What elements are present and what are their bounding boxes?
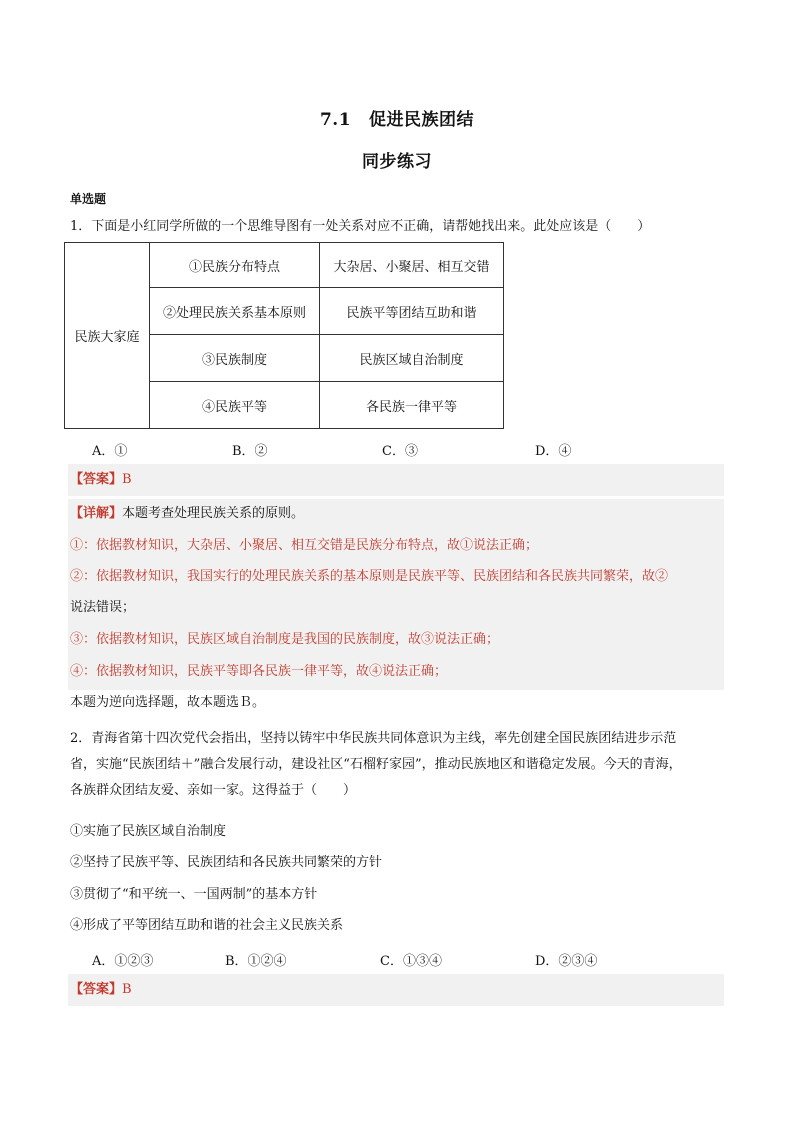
mind-map-left-cell: ④民族平等 (150, 382, 320, 429)
answer-value: B (122, 982, 132, 997)
question-2-item: ②坚持了民族平等、民族团结和各民族共同繁荣的方针 (70, 855, 383, 870)
question-1-options (0, 440, 794, 460)
option-a[interactable]: A．①②③ (92, 954, 154, 969)
table-row (65, 243, 504, 288)
detail-intro-line (70, 504, 304, 524)
question-2-item: ③贯彻了“和平统一、一国两制”的基本方针 (70, 887, 318, 902)
answer-background (68, 464, 724, 496)
option-d[interactable]: D．②③④ (535, 954, 598, 969)
mind-map-right-cell: 民族平等团结互助和谐 (320, 288, 504, 335)
option-a[interactable]: A．① (92, 444, 128, 459)
lesson-number: 7.1 (319, 110, 352, 130)
mind-map-right-cell: 大杂居、小聚居、相互交错 (320, 243, 504, 288)
mind-map-left-cell: ①民族分布特点 (150, 243, 320, 288)
answer-value: B (122, 472, 132, 487)
answer-line (70, 980, 132, 1000)
option-b[interactable]: B．② (232, 444, 268, 459)
detail-line-2-cont: 说法错误； (70, 600, 136, 615)
mind-map-left-cell: ②处理民族关系基本原则 (150, 288, 320, 335)
answer-background (68, 974, 724, 1006)
option-c[interactable]: C．①③④ (380, 954, 442, 969)
option-c[interactable]: C．③ (382, 444, 418, 459)
mind-map-root: 民族大家庭 (65, 243, 150, 429)
mind-map-table (64, 242, 504, 429)
detail-tag: 【详解】 (70, 506, 123, 521)
page-title (0, 105, 794, 130)
question-2-line: 各族群众团结友爱、亲如一家。这得益于（ ） (70, 783, 357, 798)
question-2-item: ①实施了民族区域自治制度 (70, 824, 227, 839)
mind-map-left-cell: ③民族制度 (150, 335, 320, 382)
lesson-title: 促进民族团结 (369, 110, 475, 130)
question-2-line: 2．青海省第十四次党代会指出，坚持以铸牢中华民族共同体意识为主线，率先创建全国民族团结进步示范 (70, 731, 677, 746)
detail-line-2: ②：依据教材知识，我国实行的处理民族关系的基本原则是民族平等、民族团结和各民族共同繁荣，故② (70, 569, 669, 584)
detail-line-1: ①：依据教材知识，大杂居、小聚居、相互交错是民族分布特点，故①说法正确； (70, 538, 539, 553)
detail-intro: 本题考查处理民族关系的原则。 (122, 506, 305, 521)
detail-line-4: ④：依据教材知识，民族平等即各民族一律平等，故④说法正确； (70, 664, 448, 679)
answer-tag: 【答案】 (70, 982, 123, 997)
question-2-text (70, 726, 730, 804)
mind-map-right-cell: 民族区域自治制度 (320, 335, 504, 382)
page-subtitle: 同步练习 (362, 152, 432, 172)
question-2-item: ④形成了平等团结互助和谐的社会主义民族关系 (70, 918, 344, 933)
answer-line (70, 470, 132, 490)
question-2-line: 省，实施“民族团结＋”融合发展行动，建设社区“石榴籽家园”，推动民族地区和谐稳定发展。今天的青海， (70, 757, 682, 772)
answer-tag: 【答案】 (70, 472, 123, 487)
detail-line-3: ③：依据教材知识，民族区域自治制度是我国的民族制度，故③说法正确； (70, 632, 500, 647)
question-1-text: 1．下面是小红同学所做的一个思维导图有一处关系对应不正确，请帮她找出来。此处应该是（ ） (70, 219, 651, 234)
question-2-options (0, 950, 794, 970)
option-b[interactable]: B．①②④ (225, 954, 287, 969)
option-d[interactable]: D．④ (535, 444, 572, 459)
detail-conclusion: 本题为逆向选择题，故本题选Ｂ。 (70, 695, 266, 710)
mind-map-right-cell: 各民族一律平等 (320, 382, 504, 429)
section-label: 单选题 (70, 192, 107, 206)
